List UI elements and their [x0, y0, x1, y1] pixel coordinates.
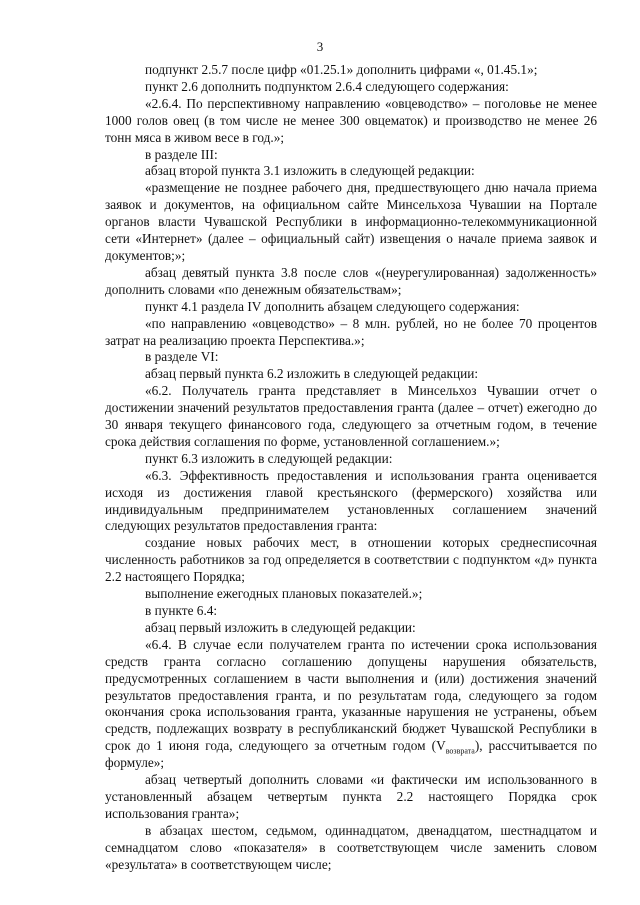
paragraph: абзац четвертый дополнить словами «и фактически им использованного в установленный абзацем четвертым пункта 2.2 настоящего Порядка срок использования гранта»; [105, 772, 597, 821]
paragraph-text: «6.4. В случае если получателем гранта по истечении срока использования средств гранта согласно соглашению допущены нарушения обязательств, предусмотренных соглашением в части выполнения и (или) достижения значений результатов предоставления гранта, и по результатам года, следующего за годом окончания срока использования гранта, указанные нарушения не устранены, объем средств, подлежащих возврату в республиканский бюджет Чувашской Республики в срок до 1 июня года, следующего за отчетным годом (V [105, 636, 597, 754]
paragraph: выполнение ежегодных плановых показателей.»; [145, 586, 423, 602]
paragraph: «6.2. Получатель гранта представляет в Минсельхоз Чувашии отчет о достижении значений результатов предоставления гранта (далее – отчет) ежегодно до 30 января текущего финансового года, следующего за отчетным годом, в течение срока действия соглашения по форме, установленной соглашением.»; [105, 383, 597, 449]
paragraph: пункт 6.3 изложить в следующей редакции: [145, 450, 393, 466]
page-number: 3 [316, 39, 324, 54]
paragraph: «6.3. Эффективность предоставления и использования гранта оценивается исходя из достижения главой крестьянского (фермерского) хозяйства или индивидуальным предпринимателем установленных соглашением значений следующих результатов предоставления гранта: [105, 467, 597, 534]
paragraph: пункт 4.1 раздела IV дополнить абзацем следующего содержания: [145, 298, 520, 314]
paragraph: «по направлению «овцеводство» – 8 млн. рублей, но не более 70 процентов затрат на реализацию проекта Перспектива.»; [105, 315, 597, 348]
formula-subscript: возврата [445, 746, 475, 756]
formula-paragraph [105, 637, 597, 772]
paragraph: абзац девятый пункта 3.8 после слов «(неурегулированная) задолженность» дополнить словами «по денежным обязательствам»; [105, 264, 597, 297]
paragraph: в абзацах шестом, седьмом, одиннадцатом, двенадцатом, шестнадцатом и семнадцатом слово «показателя» в соответствующем числе заменить словом «результата» в соответствующем числе; [105, 822, 597, 872]
paragraph: подпункт 2.5.7 после цифр «01.25.1» дополнить цифрами «, 01.45.1»; [145, 62, 538, 77]
paragraph: в разделе III: [145, 146, 218, 162]
paragraph: абзац первый изложить в следующей редакции: [145, 619, 416, 635]
paragraph: абзац второй пункта 3.1 изложить в следующей редакции: [145, 163, 475, 179]
paragraph: пункт 2.6 дополнить подпунктом 2.6.4 следующего содержания: [145, 78, 509, 94]
paragraph: «2.6.4. По перспективному направлению «овцеводство» – поголовье не менее 1000 голов овец (в том числе не менее 300 овцематок) и производство не менее 26 тонн мяса в живом весе в год.»; [105, 95, 597, 145]
paragraph: в разделе VI: [145, 349, 219, 365]
paragraph: в пункте 6.4: [145, 603, 218, 618]
document-body [105, 62, 597, 874]
paragraph: абзац первый пункта 6.2 изложить в следующей редакции: [145, 366, 479, 382]
paragraph: создание новых рабочих мест, в отношении которых среднесписочная численность работников за год определяется в соответствии с подпунктом «д» пункта 2.2 настоящего Порядка; [105, 535, 597, 585]
paragraph: «размещение не позднее рабочего дня, предшествующего дню начала приема заявок и документов, на официальном сайте Минсельхоза Чувашии на Портале органов власти Чувашской Республики в информационно-телекоммуникационной сети «Интернет» (далее – официальный сайт) извещения о начале приема заявок и документов;»; [105, 180, 597, 263]
paragraph-tail: ), рассчитывается по формуле»; [105, 738, 597, 771]
